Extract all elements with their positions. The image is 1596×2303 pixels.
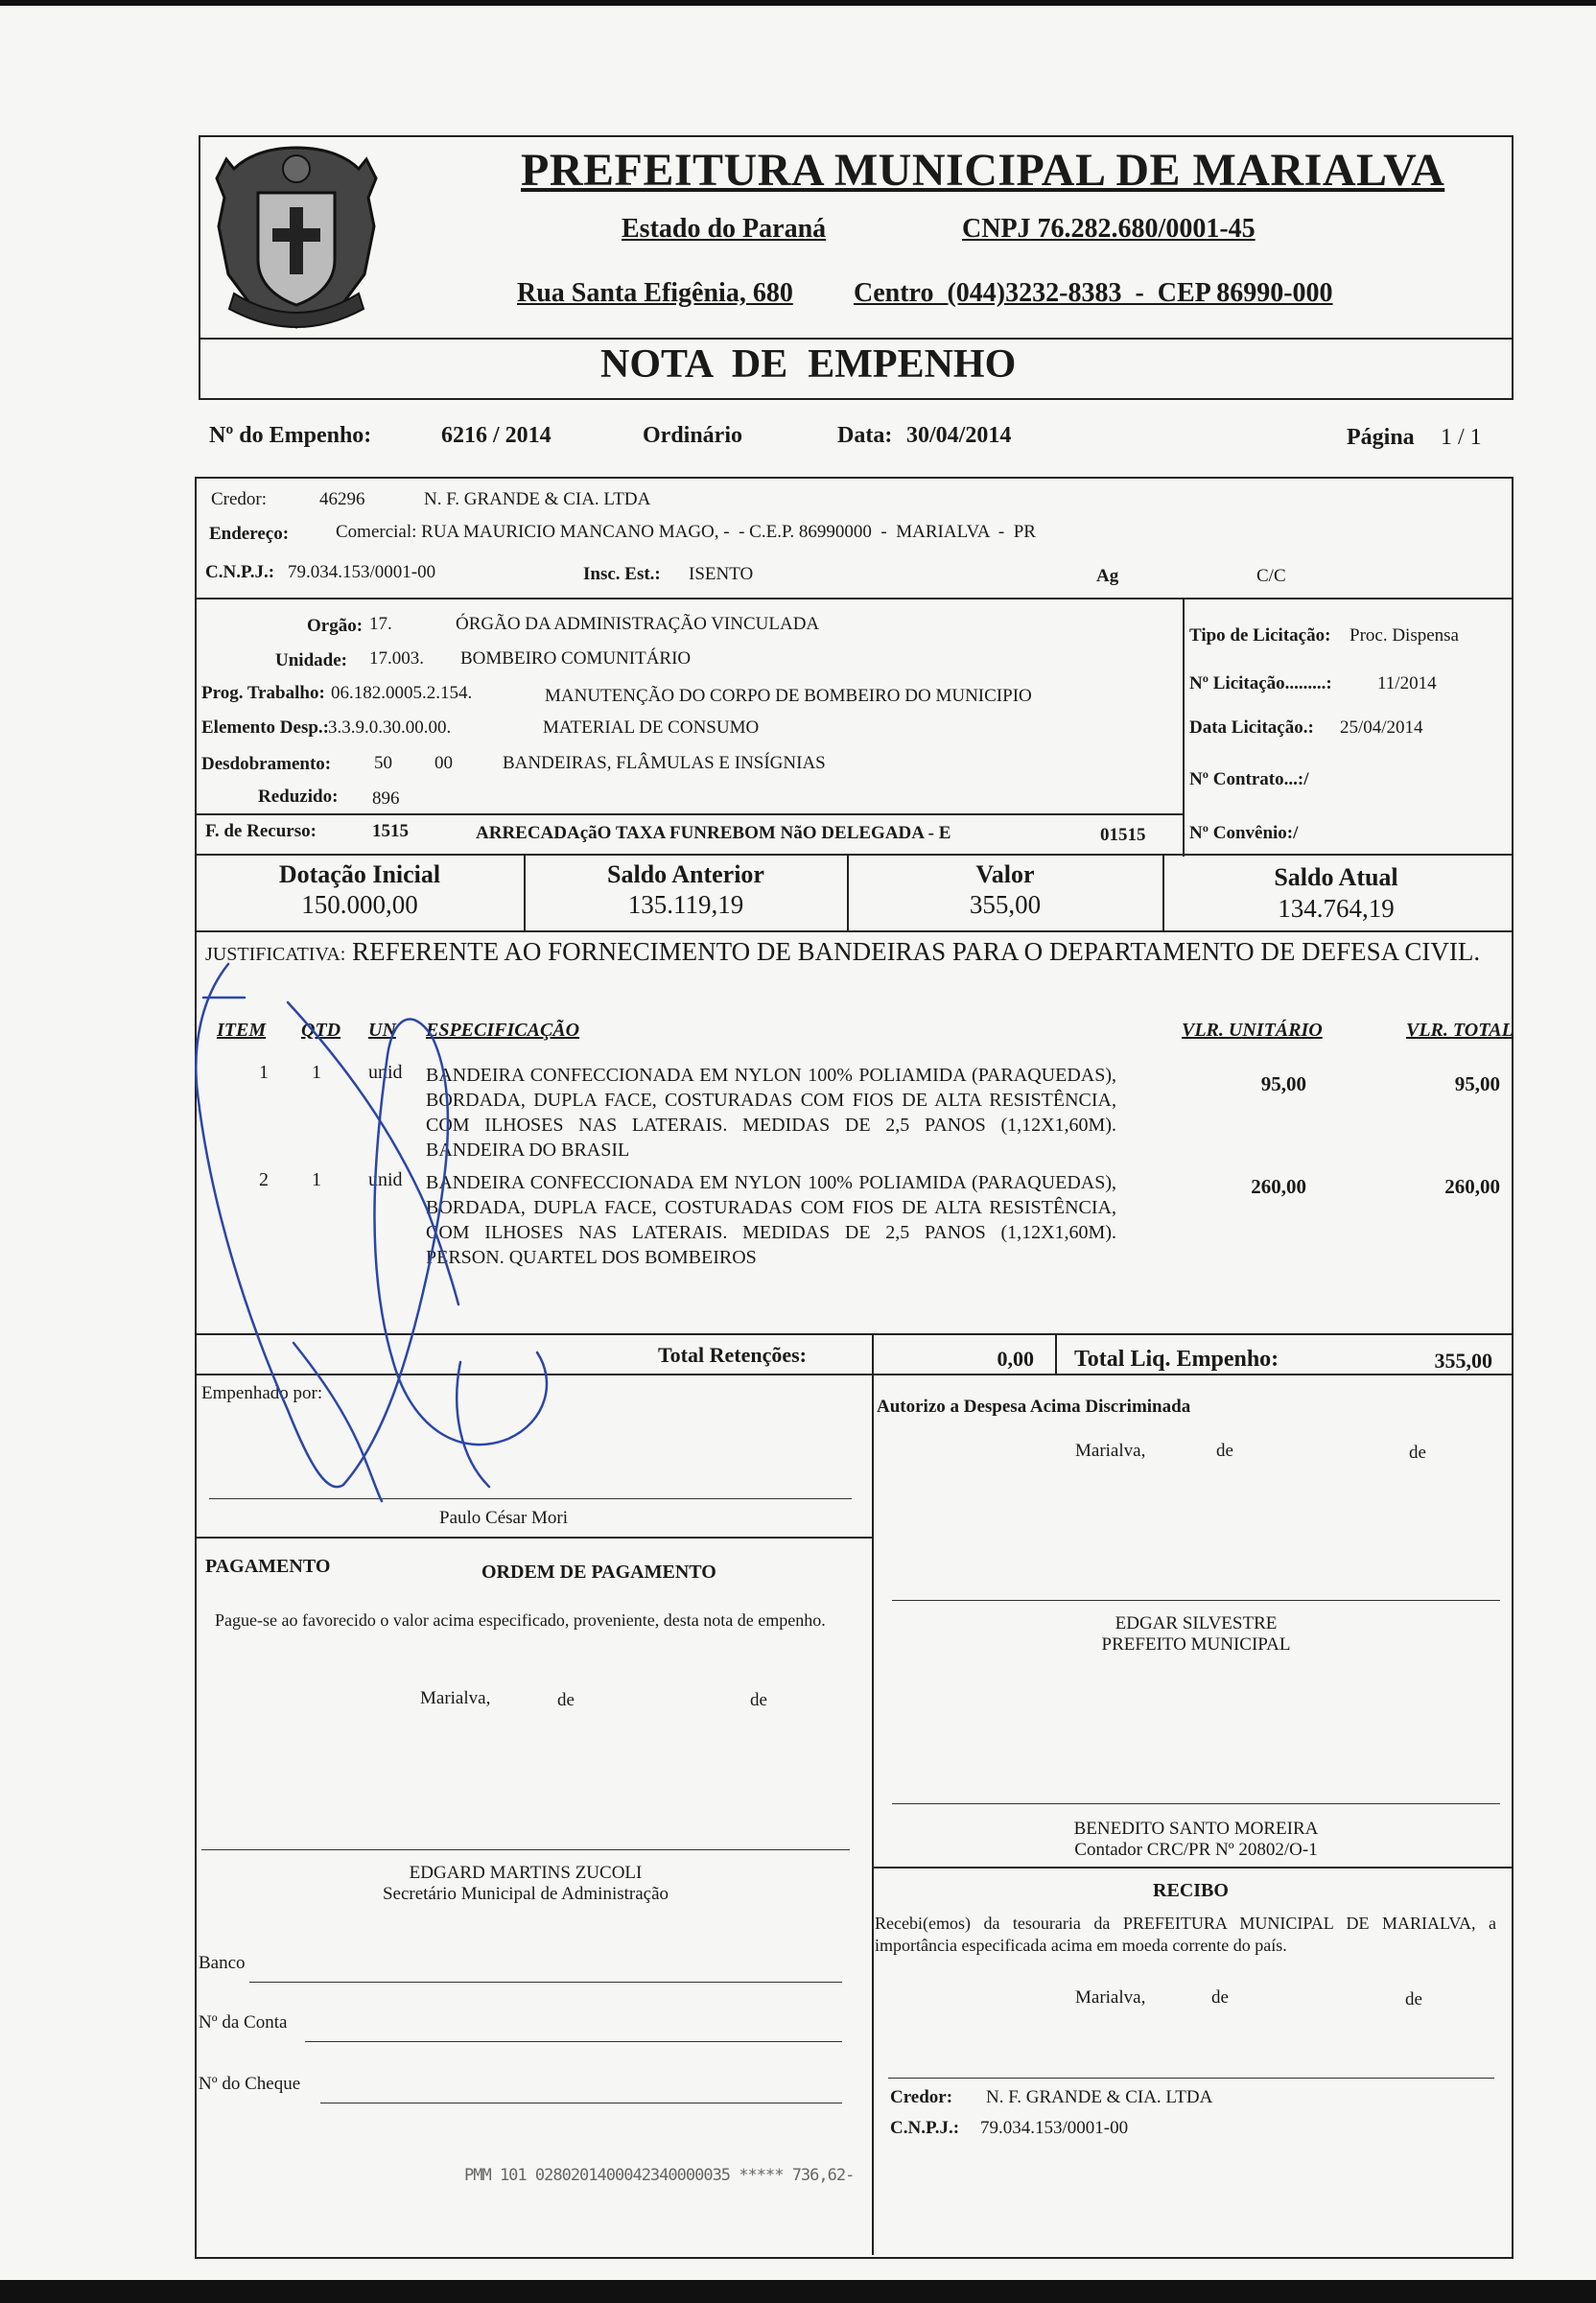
recibo-de-1: de: [1211, 1987, 1229, 2008]
empenho-number-label: Nº do Empenho:: [209, 423, 372, 448]
header-address: Centro (044)3232-8383 - CEP 86990-000: [854, 278, 1333, 308]
contador-role: Contador CRC/PR Nº 20802/O-1: [1074, 1840, 1318, 1860]
conta-corrente-label: C/C: [1256, 566, 1286, 586]
prog-trabalho-label: Prog. Trabalho:: [201, 683, 325, 703]
empenhado-signer: Paulo César Mori: [439, 1508, 569, 1528]
prefeito-signature-line: [892, 1600, 1500, 1601]
pagamento-de-2: de: [750, 1690, 767, 1710]
cnpj-value: 79.034.153/0001-00: [288, 562, 436, 582]
justificativa-text: REFERENTE AO FORNECIMENTO DE BANDEIRAS PARA O DEPARTAMENTO DE DEFESA CIVIL.: [352, 937, 1481, 966]
empenhado-label: Empenhado por:: [201, 1383, 323, 1403]
recurso-code: 1515: [372, 821, 409, 841]
col-unit-header: VLR. UNITÁRIO: [1182, 1020, 1323, 1041]
header-state: Estado do Paraná: [622, 214, 827, 244]
item-1-spec: BANDEIRA CONFECCIONADA EM NYLON 100% POLIAMIDA (PARAQUEDAS), BORDADA, DUPLA FACE, COSTURADAS COM FIOS DE ALTA RESISTÊNCIA, COM ILHOSES NAS LATERAIS. MEDIDAS DE 2,5 PANOS (1,12X1,60M). BANDEIRA DO BRASIL: [426, 1065, 1116, 1161]
unidade-code: 17.003.: [369, 648, 424, 669]
empenho-type: Ordinário: [643, 423, 743, 448]
totals-bottom-divider: [195, 1374, 1512, 1375]
col-un-header: UN: [368, 1020, 396, 1041]
unidade-name: BOMBEIRO COMUNITÁRIO: [460, 648, 692, 669]
recibo-credor-label: Credor:: [890, 2087, 953, 2107]
col-qtd-header: QTD: [301, 1020, 341, 1041]
recibo-text: Recebi(emos) da tesouraria da PREFEITURA MUNICIPAL DE MARIALVA, a importância especificada acima em moeda corrente do país.: [875, 1914, 1496, 1955]
totals-divider-2: [1055, 1333, 1057, 1374]
endereco-label: Endereço:: [209, 524, 290, 544]
saldo-anterior-label: Saldo Anterior: [607, 860, 764, 888]
credor-label: Credor:: [211, 489, 268, 509]
prefeito-name: EDGAR SILVESTRE: [1115, 1613, 1278, 1633]
desdobramento-code-1: 50: [374, 753, 392, 773]
contrato-label: Nº Contrato...:/: [1189, 769, 1309, 789]
licitacao-number-label: Nº Licitação.........:: [1189, 673, 1332, 693]
item-1-number: 1: [259, 1062, 269, 1083]
desdobramento-name: BANDEIRAS, FLÂMULAS E INSÍGNIAS: [503, 753, 826, 773]
pagamento-top-divider: [195, 1537, 873, 1539]
saldo-atual-label: Saldo Atual: [1274, 863, 1398, 891]
contador-name: BENEDITO SANTO MOREIRA: [1073, 1819, 1319, 1839]
justificativa-divider: [195, 930, 1512, 932]
empenho-number: 6216 / 2014: [441, 423, 552, 448]
document-title: NOTA DE EMPENHO: [600, 342, 1017, 387]
autorizo-title: Autorizo a Despesa Acima Discriminada: [877, 1397, 1191, 1417]
item-2-total: 260,00: [1444, 1175, 1500, 1198]
header-cnpj: CNPJ 76.282.680/0001-45: [962, 214, 1256, 244]
item-1-unit-price: 95,00: [1260, 1072, 1306, 1095]
coat-of-arms-logo: [205, 140, 387, 338]
header-street: Rua Santa Efigênia, 680: [517, 278, 793, 308]
endereco-value: Comercial: RUA MAURICIO MANCANO MAGO, - - C.E.P. 86990000 - MARIALVA - PR: [336, 522, 1036, 542]
prog-trabalho-code: 06.182.0005.2.154.: [331, 683, 473, 703]
valor-label: Valor: [975, 860, 1035, 888]
insc-label: Insc. Est.:: [583, 564, 661, 584]
header-divider: [199, 338, 1512, 340]
data-licitacao-value: 25/04/2014: [1340, 717, 1423, 738]
pagamento-de-1: de: [557, 1690, 575, 1710]
licitacao-number: 11/2014: [1377, 673, 1437, 693]
creditor-divider: [195, 598, 1512, 599]
item-2-spec: BANDEIRA CONFECCIONADA EM NYLON 100% POLIAMIDA (PARAQUEDAS), BORDADA, DUPLA FACE, COSTURADAS COM FIOS DE ALTA RESISTÊNCIA, COM ILHOSES NAS LATERAIS. MEDIDAS DE 2,5 PANOS (1,12X1,60M). PERSON. QUARTEL DOS BOMBEIROS: [426, 1172, 1116, 1268]
total-retencoes-label: Total Retenções:: [658, 1343, 807, 1367]
item-2-un: unid: [368, 1169, 403, 1190]
elemento-name: MATERIAL DE CONSUMO: [543, 717, 760, 738]
reduzido-label: Reduzido:: [258, 787, 339, 807]
cheque-label: Nº do Cheque: [199, 2074, 301, 2094]
justificativa-block: [205, 936, 1500, 970]
recibo-cnpj-value: 79.034.153/0001-00: [980, 2118, 1129, 2138]
pagamento-place: Marialva,: [420, 1688, 491, 1708]
elemento-label: Elemento Desp.:: [201, 717, 329, 738]
scan-border-bottom: [0, 2280, 1596, 2303]
insc-value: ISENTO: [689, 564, 754, 584]
recibo-cnpj-label: C.N.P.J.:: [890, 2118, 960, 2138]
reduzido-code: 896: [372, 788, 400, 809]
saldo-anterior-value: 135.119,19: [627, 890, 744, 919]
secretario-signature-line: [201, 1849, 850, 1850]
orgao-code: 17.: [369, 614, 392, 634]
data-licitacao-label: Data Licitação.:: [1189, 717, 1314, 738]
tipo-licitacao-label: Tipo de Licitação:: [1189, 625, 1331, 646]
totals-top-divider: [195, 1333, 1512, 1335]
credor-name: N. F. GRANDE & CIA. LTDA: [424, 489, 651, 509]
banco-label: Banco: [199, 1953, 246, 1973]
dotacao-inicial-label: Dotação Inicial: [278, 860, 441, 888]
empenho-date: 30/04/2014: [906, 423, 1012, 448]
saldo-atual-value: 134.764,19: [1278, 894, 1395, 923]
banco-field-line: [249, 1982, 842, 1983]
cnpj-label: C.N.P.J.:: [205, 562, 275, 582]
autorizo-de-2: de: [1409, 1443, 1426, 1463]
secretario-role: Secretário Municipal de Administração: [382, 1884, 669, 1904]
orgao-label: Orgão:: [307, 616, 364, 636]
item-2-number: 2: [259, 1169, 269, 1190]
recurso-divider: [195, 813, 1185, 815]
item-1-un: unid: [368, 1062, 403, 1083]
balances-top-divider: [195, 854, 1512, 856]
conta-label: Nº da Conta: [199, 2012, 288, 2033]
licitacao-divider: [1183, 598, 1185, 857]
desdobramento-label: Desdobramento:: [201, 754, 332, 774]
item-2-qtd: 1: [312, 1169, 321, 1190]
item-2-unit-price: 260,00: [1251, 1175, 1306, 1198]
item-1-qtd: 1: [312, 1062, 321, 1083]
unidade-label: Unidade:: [275, 650, 347, 670]
col-spec-header: ESPECIFICAÇÃO: [426, 1020, 580, 1041]
recibo-place: Marialva,: [1075, 1987, 1146, 2008]
elemento-code: 3.3.9.0.30.00.00.: [328, 717, 452, 738]
recibo-de-2: de: [1405, 1989, 1422, 2009]
header-title: PREFEITURA MUNICIPAL DE MARIALVA: [521, 145, 1445, 196]
recibo-top-divider: [872, 1867, 1512, 1868]
dotacao-inicial-value: 150.000,00: [301, 890, 418, 919]
scan-border-top: [0, 0, 1596, 6]
empenhado-signature-line: [209, 1498, 852, 1499]
totals-divider-1: [872, 1333, 874, 1374]
recibo-credor-name: N. F. GRANDE & CIA. LTDA: [986, 2087, 1213, 2107]
col-total-header: VLR. TOTAL: [1406, 1020, 1514, 1041]
credor-signature-line: [888, 2078, 1494, 2079]
prefeito-role: PREFEITO MUNICIPAL: [1101, 1634, 1291, 1655]
credor-code: 46296: [319, 489, 365, 509]
total-liquido-label: Total Liq. Empenho:: [1074, 1347, 1279, 1372]
footer-code: PMM 101 0280201400042340000035 ***** 736,62-: [464, 2166, 855, 2185]
autorizo-de-1: de: [1216, 1441, 1233, 1461]
pagamento-label: PAGAMENTO: [205, 1556, 331, 1577]
valor-value: 355,00: [969, 890, 1042, 919]
conta-field-line: [305, 2041, 842, 2042]
contador-signature-line: [892, 1803, 1500, 1804]
secretario-name: EDGARD MARTINS ZUCOLI: [409, 1863, 643, 1883]
total-liquido-value: 355,00: [1434, 1349, 1492, 1373]
desdobramento-code-2: 00: [434, 753, 453, 773]
page-number: 1 / 1: [1441, 425, 1482, 450]
justificativa-label: JUSTIFICATIVA:: [205, 944, 346, 965]
body-frame: [195, 477, 1514, 2259]
orgao-name: ÓRGÃO DA ADMINISTRAÇÃO VINCULADA: [456, 614, 820, 634]
prog-trabalho-name: MANUTENÇÃO DO CORPO DE BOMBEIRO DO MUNICIPIO: [545, 686, 1032, 706]
empenho-date-label: Data:: [837, 423, 893, 448]
autorizo-place: Marialva,: [1075, 1441, 1146, 1461]
pagamento-text: Pague-se ao favorecido o valor acima especificado, proveniente, desta nota de empenho.: [215, 1610, 826, 1630]
tipo-licitacao-value: Proc. Dispensa: [1350, 625, 1459, 646]
ordem-pagamento-title: ORDEM DE PAGAMENTO: [481, 1562, 716, 1583]
total-retencoes-value: 0,00: [997, 1347, 1034, 1371]
item-1-total: 95,00: [1454, 1072, 1500, 1095]
recurso-label: F. de Recurso:: [205, 821, 317, 841]
convenio-label: Nº Convênio:/: [1189, 823, 1299, 843]
recurso-code-2: 01515: [1100, 825, 1146, 845]
recibo-title: RECIBO: [1153, 1880, 1229, 1901]
recurso-name: ARRECADAçãO TAXA FUNREBOM NãO DELEGADA - E: [476, 823, 951, 843]
agencia-label: Ag: [1096, 566, 1119, 586]
col-item-header: ITEM: [217, 1020, 267, 1041]
page-label: Página: [1347, 425, 1415, 450]
signatures-divider: [872, 1374, 874, 1537]
